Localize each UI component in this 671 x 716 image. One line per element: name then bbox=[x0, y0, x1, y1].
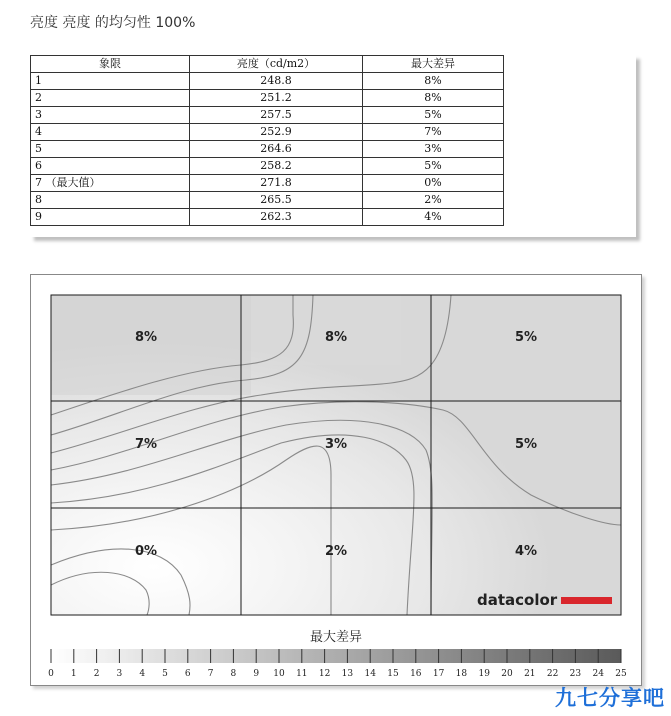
table-row bbox=[31, 209, 504, 226]
header-quadrant: 象限 bbox=[31, 56, 190, 73]
scale-tick-label: 15 bbox=[387, 669, 399, 679]
scale-tick-label: 13 bbox=[341, 669, 354, 679]
cell-max-diff: 5% bbox=[363, 107, 504, 124]
scale-tick-label: 21 bbox=[524, 669, 536, 679]
uniformity-map bbox=[31, 275, 641, 685]
luminance-table bbox=[30, 55, 504, 226]
quadrant-3-value: 5% bbox=[514, 330, 538, 345]
table-row bbox=[31, 158, 504, 175]
quadrant-5-value: 3% bbox=[324, 437, 348, 452]
datacolor-logo-bar bbox=[561, 597, 612, 604]
header-luminance: 亮度（cd/m2） bbox=[190, 56, 363, 73]
table-row bbox=[31, 175, 504, 192]
scale-gradient-bar bbox=[51, 649, 621, 663]
table-row bbox=[31, 141, 504, 158]
datacolor-logo: datacolor bbox=[477, 591, 558, 609]
scale-tick-label: 9 bbox=[253, 669, 260, 679]
scale-tick-label: 22 bbox=[546, 669, 559, 679]
scale-tick-label: 6 bbox=[184, 669, 191, 679]
cell-quadrant: 6 bbox=[31, 158, 190, 175]
quadrant-9-value: 4% bbox=[514, 544, 538, 559]
quadrant-8-value: 2% bbox=[324, 544, 348, 559]
scale-tick-label: 20 bbox=[501, 669, 513, 679]
table-row bbox=[31, 90, 504, 107]
table-row bbox=[31, 124, 504, 141]
cell-quadrant: 9 bbox=[31, 209, 190, 226]
scale-tick-label: 23 bbox=[569, 669, 582, 679]
scale-tick-label: 2 bbox=[93, 669, 100, 679]
cell-luminance: 265.5 bbox=[190, 192, 363, 209]
cell-quadrant: 1 bbox=[31, 73, 190, 90]
cell-luminance: 264.6 bbox=[190, 141, 363, 158]
scale-tick-label: 1 bbox=[70, 669, 77, 679]
cell-max-diff: 0% bbox=[363, 175, 504, 192]
table-row bbox=[31, 73, 504, 90]
scale-tick-label: 11 bbox=[296, 669, 308, 679]
header-max-diff: 最大差异 bbox=[363, 56, 504, 73]
scale-tick-label: 4 bbox=[139, 669, 146, 679]
quadrant-1-value: 8% bbox=[134, 330, 158, 345]
table-row bbox=[31, 192, 504, 209]
table-row bbox=[31, 107, 504, 124]
quadrant-2-value: 8% bbox=[324, 330, 348, 345]
cell-luminance: 248.8 bbox=[190, 73, 363, 90]
site-watermark: 九七分享吧 bbox=[555, 686, 665, 710]
scale-tick-label: 7 bbox=[207, 669, 214, 679]
cell-max-diff: 8% bbox=[363, 73, 504, 90]
cell-quadrant: 7 （最大值） bbox=[31, 175, 190, 192]
cell-luminance: 252.9 bbox=[190, 124, 363, 141]
page-title: 亮度 亮度 的均匀性 100% bbox=[30, 15, 196, 31]
cell-luminance: 258.2 bbox=[190, 158, 363, 175]
cell-max-diff: 5% bbox=[363, 158, 504, 175]
scale-label: 最大差异 bbox=[309, 630, 363, 645]
scale-tick-label: 14 bbox=[364, 669, 376, 679]
uniformity-map-card bbox=[30, 274, 642, 686]
scale-tick-label: 24 bbox=[592, 669, 604, 679]
cell-quadrant: 2 bbox=[31, 90, 190, 107]
cell-luminance: 262.3 bbox=[190, 209, 363, 226]
cell-quadrant: 8 bbox=[31, 192, 190, 209]
scale-tick-label: 5 bbox=[162, 669, 168, 679]
cell-luminance: 251.2 bbox=[190, 90, 363, 107]
quadrant-6-value: 5% bbox=[514, 437, 538, 452]
cell-max-diff: 8% bbox=[363, 90, 504, 107]
scale-tick-label: 0 bbox=[48, 669, 54, 679]
cell-quadrant: 5 bbox=[31, 141, 190, 158]
scale-tick-label: 25 bbox=[615, 669, 627, 679]
scale-tick-label: 12 bbox=[318, 669, 331, 679]
cell-max-diff: 7% bbox=[363, 124, 504, 141]
cell-max-diff: 2% bbox=[363, 192, 504, 209]
table-header-row bbox=[31, 56, 504, 73]
scale-tick-label: 10 bbox=[273, 669, 285, 679]
scale-tick-label: 17 bbox=[432, 669, 445, 679]
cell-max-diff: 4% bbox=[363, 209, 504, 226]
cell-max-diff: 3% bbox=[363, 141, 504, 158]
quadrant-7-value: 0% bbox=[134, 544, 158, 559]
cell-quadrant: 4 bbox=[31, 124, 190, 141]
scale-tick-label: 8 bbox=[230, 669, 237, 679]
scale-tick-label: 3 bbox=[116, 669, 123, 679]
quadrant-4-value: 7% bbox=[134, 437, 158, 452]
map-shade-top-left bbox=[51, 295, 251, 395]
luminance-table-card bbox=[30, 55, 636, 237]
cell-quadrant: 3 bbox=[31, 107, 190, 124]
scale-tick-label: 18 bbox=[455, 669, 468, 679]
scale-tick-label: 19 bbox=[478, 669, 490, 679]
cell-luminance: 271.8 bbox=[190, 175, 363, 192]
cell-luminance: 257.5 bbox=[190, 107, 363, 124]
scale-tick-label: 16 bbox=[410, 669, 422, 679]
